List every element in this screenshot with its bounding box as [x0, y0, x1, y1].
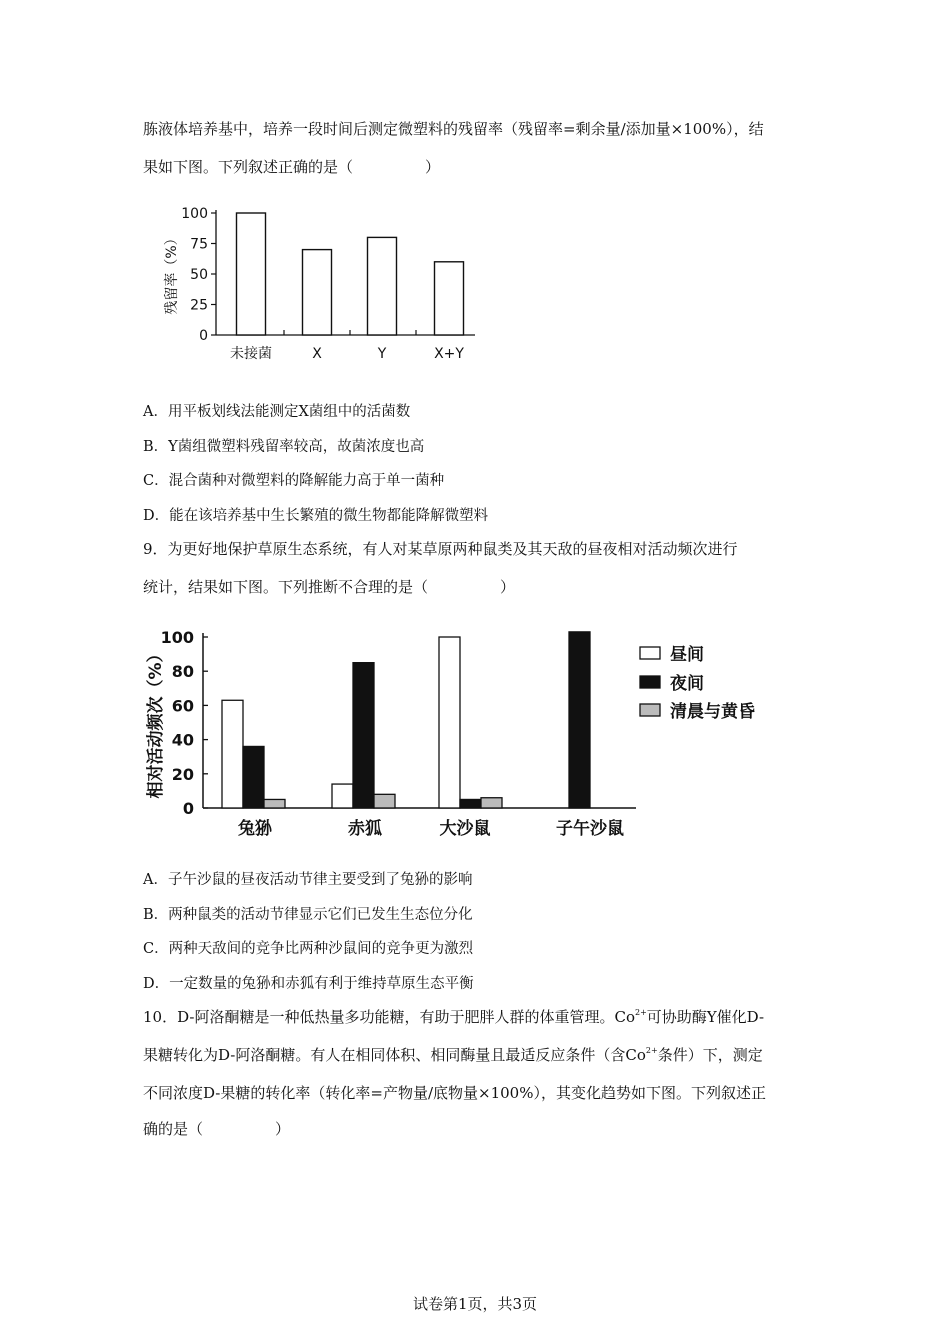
bar-Y [368, 237, 397, 335]
bar-赤狐-清晨与黄昏 [374, 794, 395, 808]
y-tick-label: 0 [182, 799, 194, 818]
q9-answer-paren: ） [500, 578, 516, 596]
legend-swatch-昼间 [640, 647, 660, 659]
y-axis-label: 相对活动频次（%） [146, 645, 166, 799]
x-tick-label: 大沙鼠 [439, 819, 491, 839]
page-footer: 试卷第1页，共3页 [412, 1295, 538, 1313]
bar-赤狐-夜间 [353, 663, 374, 808]
q10-answer-paren: ） [275, 1120, 291, 1138]
q8-stem-line1: 胨液体培养基中，培养一段时间后测定微塑料的残留率（残留率=剩余量/添加量×100%），结 [143, 120, 764, 138]
q8-option-c: C．混合菌种对微塑料的降解能力高于单一菌种 [143, 473, 445, 489]
q8-option-a: A．用平板划线法能测定X菌组中的活菌数 [143, 404, 411, 420]
q8-option-b: B．Y菌组微塑料残留率较高，故菌浓度也高 [143, 439, 425, 455]
q10-sup-1: 2+ [634, 1008, 647, 1017]
y-tick-label: 75 [190, 236, 208, 253]
y-tick-label: 20 [171, 764, 194, 784]
q10-stem-line3: 不同浓度D-果糖的转化率（转化率=产物量/底物量×100%），其变化趋势如下图。下列叙述正 [143, 1084, 766, 1102]
q8-stem-line2 [143, 156, 440, 177]
bar-子午沙鼠-夜间 [569, 632, 590, 808]
y-axis-label: 残留率（%） [164, 231, 180, 315]
y-tick-label: 40 [171, 730, 194, 750]
y-tick-label: 60 [171, 696, 194, 716]
q8-option-d: D．能在该培养基中生长繁殖的微生物都能降解微塑料 [143, 508, 489, 524]
legend-swatch-夜间 [640, 676, 660, 688]
x-tick-label: X+Y [434, 346, 464, 362]
q10-sup-2: 2+ [645, 1046, 658, 1055]
bar-X+Y [435, 262, 464, 335]
bar-兔狲-清晨与黄昏 [264, 799, 285, 808]
bar-X [303, 250, 332, 335]
y-tick-label: 25 [190, 297, 208, 314]
legend-label: 清晨与黄昏 [670, 702, 755, 722]
q10-text-2a: 果糖转化为D-阿洛酮糖。有人在相同体积、相同酶量且最适反应条件（含Co [143, 1046, 646, 1064]
x-tick-label: Y [377, 346, 387, 362]
y-tick-label: 0 [199, 328, 208, 344]
bar-赤狐-昼间 [332, 784, 353, 808]
q9-option-a: A．子午沙鼠的昼夜活动节律主要受到了兔狲的影响 [143, 872, 473, 888]
q8-stem-text: 果如下图。下列叙述正确的是（ [143, 158, 354, 176]
bar-兔狲-昼间 [222, 700, 243, 808]
q9-option-c: C．两种天敌间的竞争比两种沙鼠间的竞争更为激烈 [143, 941, 474, 957]
y-tick-label: 100 [181, 206, 208, 222]
q10-text-1a: 10．D-阿洛酮糖是一种低热量多功能糖，有助于肥胖人群的体重管理。Co [143, 1008, 635, 1026]
x-tick-label: 子午沙鼠 [556, 819, 624, 839]
legend-label: 夜间 [670, 674, 704, 694]
legend-label: 昼间 [670, 645, 704, 665]
bar-大沙鼠-夜间 [460, 799, 481, 808]
x-tick-label: X [312, 346, 322, 362]
bar-大沙鼠-清晨与黄昏 [481, 798, 502, 808]
q10-text-2b: 条件）下，测定 [657, 1046, 763, 1064]
x-tick-label: 兔狲 [238, 819, 272, 839]
bar-兔狲-夜间 [243, 746, 264, 808]
q9-stem-line1: 9．为更好地保护草原生态系统，有人对某草原两种鼠类及其天敌的昼夜相对活动频次进行 [143, 540, 738, 558]
q10-stem-text: 确的是（ [143, 1120, 204, 1138]
bar-未接菌 [237, 213, 266, 335]
q9-stem-line2 [143, 576, 515, 597]
legend-swatch-清晨与黄昏 [640, 704, 660, 716]
x-tick-label: 赤狐 [348, 819, 382, 839]
q10-stem-line2 [143, 1044, 763, 1065]
q10-stem-line4 [143, 1118, 290, 1139]
y-tick-label: 80 [171, 662, 194, 682]
q10-stem-line1 [143, 1006, 764, 1027]
q9-stem-text: 统计，结果如下图。下列推断不合理的是（ [143, 578, 429, 596]
bar-大沙鼠-昼间 [439, 637, 460, 808]
x-tick-label: 未接菌 [230, 346, 272, 362]
y-tick-label: 100 [160, 628, 194, 647]
q9-option-d: D．一定数量的兔狲和赤狐有利于维持草原生态平衡 [143, 976, 474, 992]
y-tick-label: 50 [190, 267, 208, 283]
q8-answer-paren: ） [425, 158, 441, 176]
q9-option-b: B．两种鼠类的活动节律显示它们已发生生态位分化 [143, 907, 473, 923]
q10-text-1b: 可协助酶Y催化D- [646, 1008, 765, 1026]
